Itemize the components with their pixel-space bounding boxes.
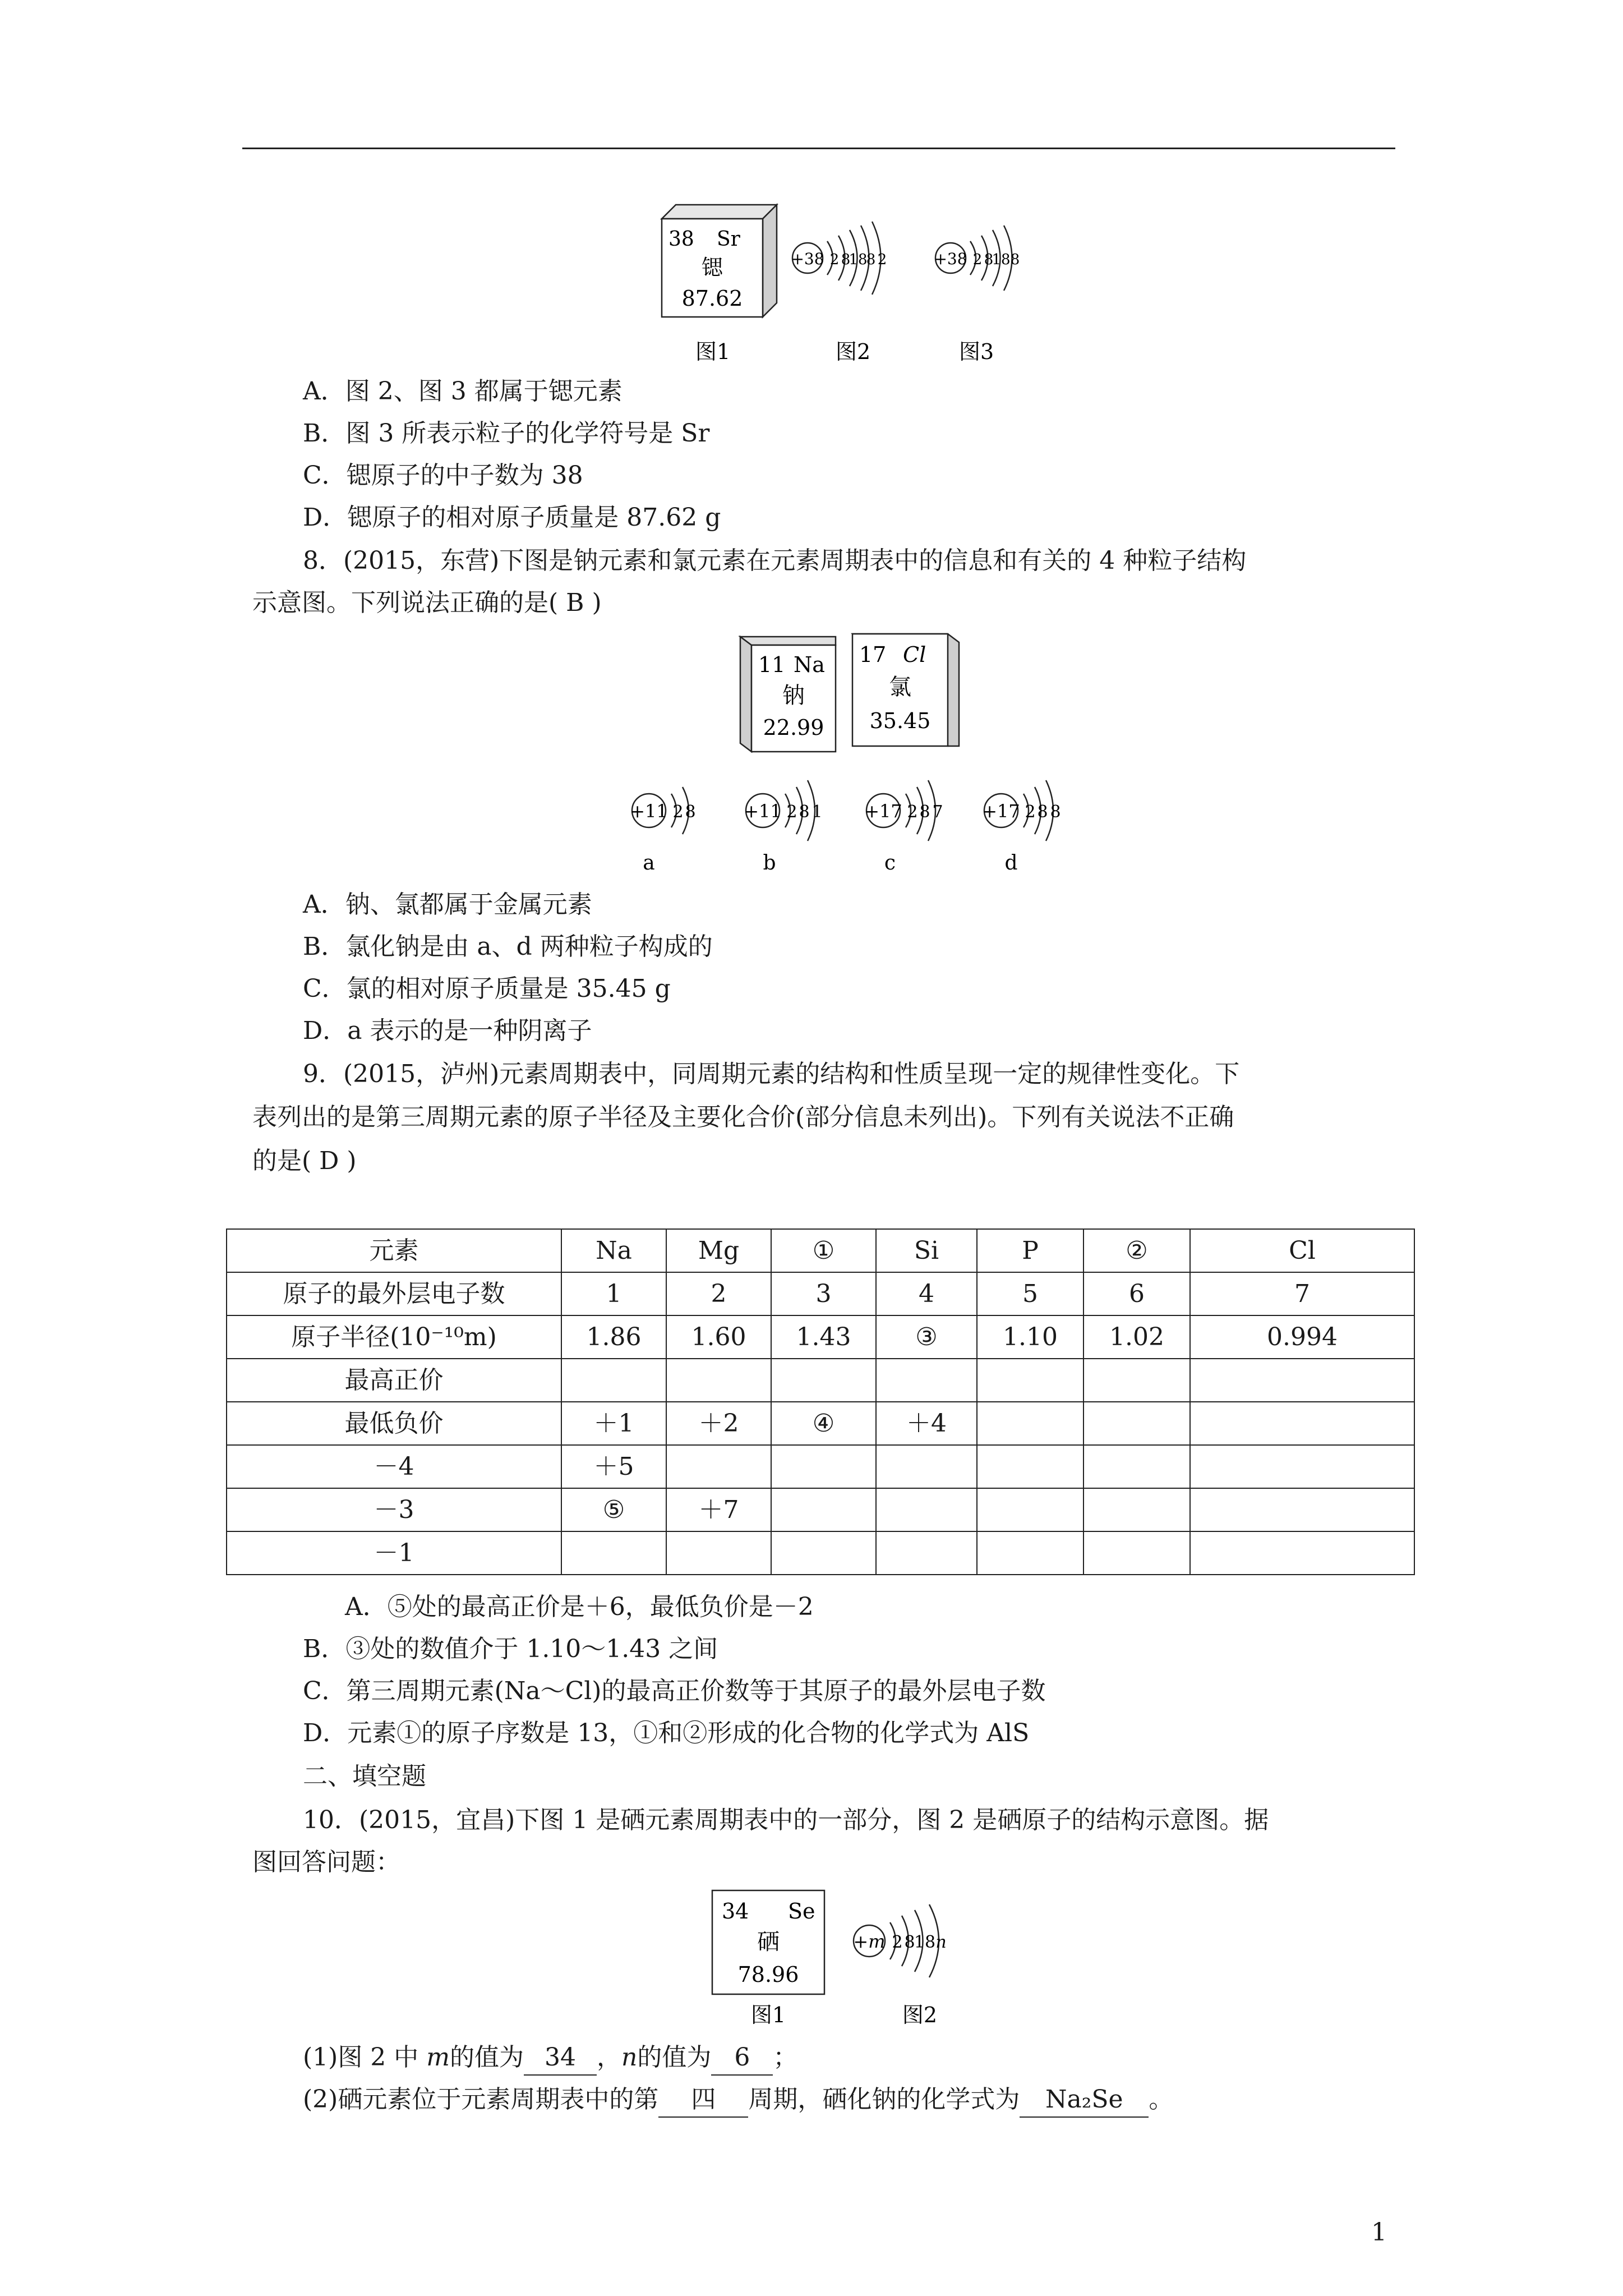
q7-option-a: A．图 2、图 3 都属于锶元素 (303, 377, 623, 406)
table-cell (977, 1488, 1083, 1531)
table-cell: 1.86 (561, 1315, 666, 1359)
q8-option-a: A．钠、氯都属于金属元素 (303, 890, 592, 919)
particle-b (744, 780, 822, 875)
table-cell: 最低负价 (227, 1402, 561, 1445)
table-cell (977, 1359, 1083, 1402)
table-cell: ＋2 (666, 1402, 771, 1445)
svg-text:2: 2 (786, 802, 797, 822)
table-cell: Mg (666, 1229, 771, 1272)
svg-text:硒: 硒 (757, 1929, 780, 1955)
table-cell (666, 1445, 771, 1488)
label-d: d (1004, 852, 1018, 875)
se-caption-fig2: 图2 (902, 2003, 938, 2027)
table-cell (977, 1445, 1083, 1488)
svg-text:8: 8 (919, 802, 930, 822)
sr-mass: 87.62 (681, 286, 743, 311)
caption-fig1: 图1 (695, 339, 731, 364)
svg-text:+11: +11 (744, 800, 782, 822)
sr-number: 38 (668, 228, 694, 251)
svg-text:18: 18 (849, 251, 868, 268)
table-row (227, 1272, 1414, 1315)
svg-text:34: 34 (722, 1899, 749, 1924)
selenium-figure (709, 1888, 1023, 2028)
table-cell (876, 1531, 977, 1575)
answer-formula: Na₂Se (1020, 2083, 1149, 2118)
q8-line2: 示意图。下列说法正确的是( B ) (252, 588, 602, 617)
svg-text:18: 18 (914, 1932, 936, 1952)
table-cell (1190, 1402, 1414, 1445)
table-cell (1083, 1488, 1190, 1531)
table-cell: －1 (227, 1531, 561, 1575)
table-cell: 1.02 (1083, 1315, 1190, 1359)
sr-ion-fig3 (934, 226, 1020, 291)
q9-line1: 9．(2015，泸州)元素周期表中，同周期元素的结构和性质呈现一定的规律性变化。下 (303, 1060, 1240, 1088)
q8-line1: 8．(2015，东营)下图是钠元素和氯元素在元素周期表中的信息和有关的 4 种粒子结构 (303, 546, 1247, 575)
q9-option-d: D．元素①的原子序数是 13，①和②形成的化合物的化学式为 AlS (303, 1719, 1030, 1747)
svg-text:78.96: 78.96 (737, 1962, 799, 1987)
svg-text:35.45: 35.45 (869, 708, 931, 733)
table-row (227, 1359, 1414, 1402)
svg-text:8: 8 (841, 251, 851, 268)
table-cell: 0.994 (1190, 1315, 1414, 1359)
svg-text:+38: +38 (934, 250, 967, 268)
table-row (227, 1445, 1414, 1488)
svg-text:2: 2 (672, 802, 684, 822)
q8-option-d: D．a 表示的是一种阴离子 (303, 1016, 592, 1045)
table-cell: 4 (876, 1272, 977, 1315)
svg-text:2: 2 (1025, 802, 1036, 822)
table-cell: ＋7 (666, 1488, 771, 1531)
table-cell: Cl (1190, 1229, 1414, 1272)
label-c: c (884, 852, 896, 875)
svg-text:Se: Se (788, 1899, 815, 1924)
svg-text:钠: 钠 (782, 683, 805, 708)
svg-text:8: 8 (904, 1932, 915, 1952)
svg-text:2: 2 (972, 251, 983, 268)
page-number: 1 (1371, 2218, 1387, 2247)
svg-text:+17: +17 (864, 800, 902, 822)
se-caption-fig1: 图1 (750, 2003, 786, 2027)
svg-text:氯: 氯 (889, 674, 911, 700)
q9-line3: 的是( D ) (252, 1147, 357, 1175)
svg-text:+11: +11 (630, 800, 668, 822)
header-rule (242, 148, 1395, 149)
table-cell: －4 (227, 1445, 561, 1488)
table-cell (977, 1531, 1083, 1575)
table-cell: ② (1083, 1229, 1190, 1272)
q7-option-b: B．图 3 所表示粒子的化学符号是 Sr (303, 419, 710, 448)
table-cell (1190, 1488, 1414, 1531)
q10-sub2: (2)硒元素位于元素周期表中的第 四 周期，硒化钠的化学式为 Na₂Se 。 (303, 2083, 1173, 2118)
q9-line2: 表列出的是第三周期元素的原子半径及主要化合价(部分信息未列出)。下列有关说法不正确 (252, 1103, 1234, 1131)
q7-option-d: D．锶原子的相对原子质量是 87.62 g (303, 503, 721, 532)
table-cell: 1.60 (666, 1315, 771, 1359)
table-row (227, 1531, 1414, 1575)
table-cell (666, 1359, 771, 1402)
q8-option-c: C．氯的相对原子质量是 35.45 g (303, 974, 671, 1003)
element-box-se (712, 1890, 824, 1994)
table-cell: 1.43 (771, 1315, 876, 1359)
table-cell (876, 1359, 977, 1402)
particle-a (630, 787, 695, 875)
q9-option-c: C．第三周期元素(Na～Cl)的最高正价数等于其原子的最外层电子数 (303, 1677, 1046, 1705)
table-row (227, 1488, 1414, 1531)
table-row (227, 1402, 1414, 1445)
q7-option-c: C．锶原子的中子数为 38 (303, 461, 583, 490)
table-cell: ③ (876, 1315, 977, 1359)
table-cell: 2 (666, 1272, 771, 1315)
table-cell: 1.10 (977, 1315, 1083, 1359)
table-cell: 6 (1083, 1272, 1190, 1315)
particle-d (982, 780, 1061, 875)
particle-diagrams (620, 754, 1080, 878)
section-heading: 二、填空题 (303, 1762, 426, 1791)
table-cell: 元素 (227, 1229, 561, 1272)
table-cell: 1 (561, 1272, 666, 1315)
svg-text:17: 17 (859, 642, 887, 667)
svg-text:2: 2 (907, 802, 918, 822)
table-cell: 最高正价 (227, 1359, 561, 1402)
table-cell: Na (561, 1229, 666, 1272)
table-cell (1190, 1445, 1414, 1488)
table-cell (771, 1488, 876, 1531)
svg-text:8: 8 (685, 802, 696, 822)
sr-atom-fig2 (791, 222, 887, 295)
table-cell (561, 1359, 666, 1402)
table-cell (1083, 1445, 1190, 1488)
svg-text:22.99: 22.99 (763, 715, 824, 740)
svg-text:8: 8 (1010, 251, 1020, 268)
element-box-na (740, 637, 836, 752)
label-b: b (763, 852, 776, 875)
svg-text:18: 18 (992, 251, 1011, 268)
svg-text:n: n (935, 1932, 947, 1952)
answer-period: 四 (658, 2083, 748, 2118)
table-cell (1083, 1359, 1190, 1402)
table-cell: ＋1 (561, 1402, 666, 1445)
svg-text:2: 2 (877, 251, 887, 268)
table-cell: ＋4 (876, 1402, 977, 1445)
table-cell (1083, 1402, 1190, 1445)
particle-c (864, 780, 943, 875)
table-cell: ＋5 (561, 1445, 666, 1488)
svg-text:+38: +38 (791, 250, 824, 268)
table-cell (771, 1445, 876, 1488)
table-cell (1190, 1359, 1414, 1402)
table-cell (771, 1531, 876, 1575)
q10-line2: 图回答问题： (252, 1848, 400, 1876)
table-cell (1083, 1531, 1190, 1575)
svg-text:7: 7 (932, 802, 943, 822)
answer-n: 6 (711, 2041, 773, 2076)
table-cell: 3 (771, 1272, 876, 1315)
table-cell: Si (876, 1229, 977, 1272)
element-box-cl (852, 634, 959, 746)
q10-line1: 10．(2015，宜昌)下图 1 是硒元素周期表中的一部分，图 2 是硒原子的结构示意图。据 (303, 1806, 1269, 1834)
table-cell (666, 1531, 771, 1575)
svg-text:2: 2 (829, 251, 840, 268)
svg-text:Cl: Cl (903, 642, 926, 667)
svg-text:1: 1 (811, 802, 823, 822)
svg-text:8: 8 (1037, 802, 1048, 822)
table-cell: －3 (227, 1488, 561, 1531)
na-cl-boxes (729, 628, 970, 757)
svg-text:Na: Na (794, 652, 825, 677)
svg-text:11: 11 (758, 652, 786, 677)
table-cell: ⑤ (561, 1488, 666, 1531)
label-a: a (643, 852, 655, 875)
table-cell (771, 1359, 876, 1402)
table-cell: ④ (771, 1402, 876, 1445)
table-cell: 原子半径(10⁻¹⁰m) (227, 1315, 561, 1359)
sr-symbol: Sr (717, 228, 740, 251)
table-cell: 7 (1190, 1272, 1414, 1315)
table-cell: 原子的最外层电子数 (227, 1272, 561, 1315)
table-cell: 5 (977, 1272, 1083, 1315)
table-cell: ① (771, 1229, 876, 1272)
q10-sub1: (1)图 2 中 m的值为 34 ，n的值为 6 ； (303, 2041, 797, 2076)
table-cell (1190, 1531, 1414, 1575)
sr-name: 锶 (701, 255, 723, 280)
table-row (227, 1315, 1414, 1359)
table-row (227, 1229, 1414, 1272)
q9-option-b: B．③处的数值介于 1.10～1.43 之间 (303, 1635, 718, 1663)
strontium-figure (645, 202, 1049, 370)
svg-text:2: 2 (892, 1932, 903, 1952)
table-cell: P (977, 1229, 1083, 1272)
q8-option-b: B．氯化钠是由 a、d 两种粒子构成的 (303, 932, 713, 961)
table-cell (876, 1445, 977, 1488)
table-cell (876, 1488, 977, 1531)
se-atom-structure (853, 1904, 946, 1977)
svg-text:8: 8 (984, 251, 994, 268)
caption-fig3: 图3 (959, 339, 994, 364)
q9-option-a: A．⑤处的最高正价是＋6，最低负价是－2 (345, 1593, 814, 1621)
svg-text:+m: +m (853, 1931, 886, 1952)
table-cell (977, 1402, 1083, 1445)
element-box-sr (662, 205, 777, 317)
svg-text:8: 8 (1050, 802, 1061, 822)
svg-text:8: 8 (799, 802, 810, 822)
period3-table (226, 1228, 1415, 1575)
svg-text:8: 8 (866, 251, 876, 268)
caption-fig2: 图2 (836, 339, 871, 364)
svg-text:+17: +17 (982, 800, 1020, 822)
answer-m: 34 (524, 2041, 597, 2076)
table-cell (561, 1531, 666, 1575)
